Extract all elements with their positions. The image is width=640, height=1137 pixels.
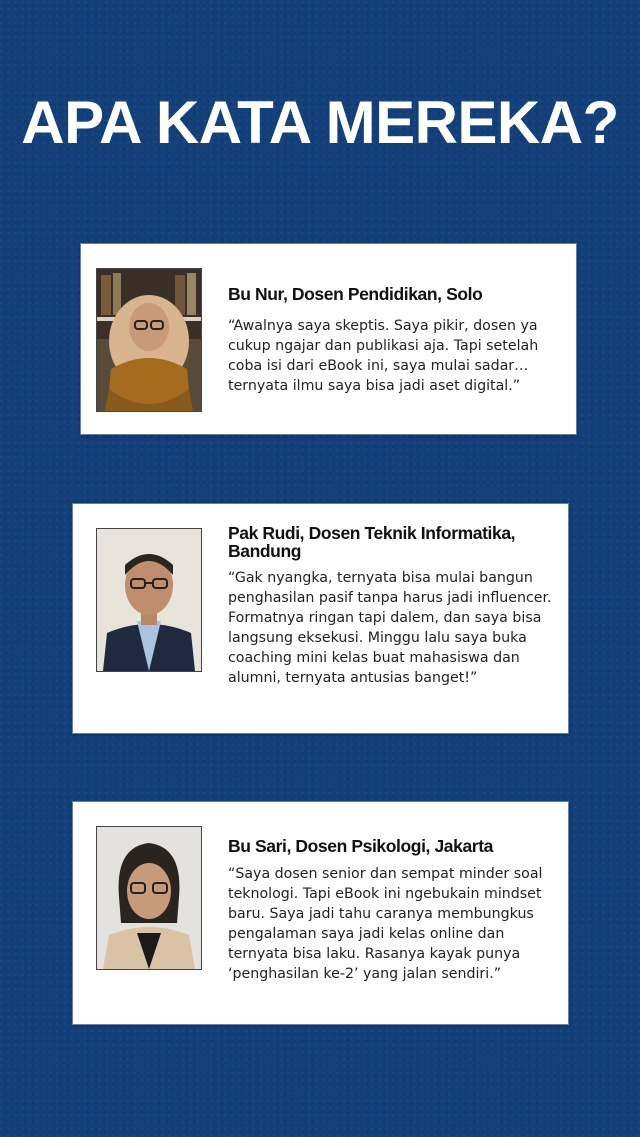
testimonial-card-3 <box>72 801 569 1025</box>
avatar-bu-sari <box>96 826 202 970</box>
avatar-pak-rudi <box>96 528 202 672</box>
testimonial-name: Bu Nur, Dosen Pendidikan, Solo <box>228 284 483 304</box>
avatar-bu-nur <box>96 268 202 412</box>
testimonial-card-2 <box>72 503 569 734</box>
testimonial-card-1 <box>80 243 577 435</box>
testimonial-quote: “Gak nyangka, ternyata bisa mulai bangun penghasilan pasif tanpa harus jadi influencer. Formatnya ringan tapi dalem, dan saya bisa langsung eksekusi. Minggu lalu saya buka coaching mini kelas buat mahasiswa dan alumni, ternyata antusias banget!” <box>228 570 552 686</box>
testimonial-name: Pak Rudi, Dosen Teknik Informatika, Bandung <box>228 523 516 561</box>
testimonial-quote: “Saya dosen senior dan sempat minder soal teknologi. Tapi eBook ini ngebukain mindset baru. Saya jadi tahu caranya membungkus pengalaman saya jadi kelas online dan ternyata bisa laku. Rasanya kayak punya ‘penghasilan ke-2’ yang jalan sendiri.” <box>228 866 543 982</box>
testimonial-name: Bu Sari, Dosen Psikologi, Jakarta <box>228 836 493 856</box>
testimonial-quote: “Awalnya saya skeptis. Saya pikir, dosen ya cukup ngajar dan publikasi aja. Tapi setelah coba isi dari eBook ini, saya mulai sadar… ternyata ilmu saya bisa jadi aset digital.” <box>228 318 539 394</box>
page-title: APA KATA MEREKA? <box>21 89 619 156</box>
